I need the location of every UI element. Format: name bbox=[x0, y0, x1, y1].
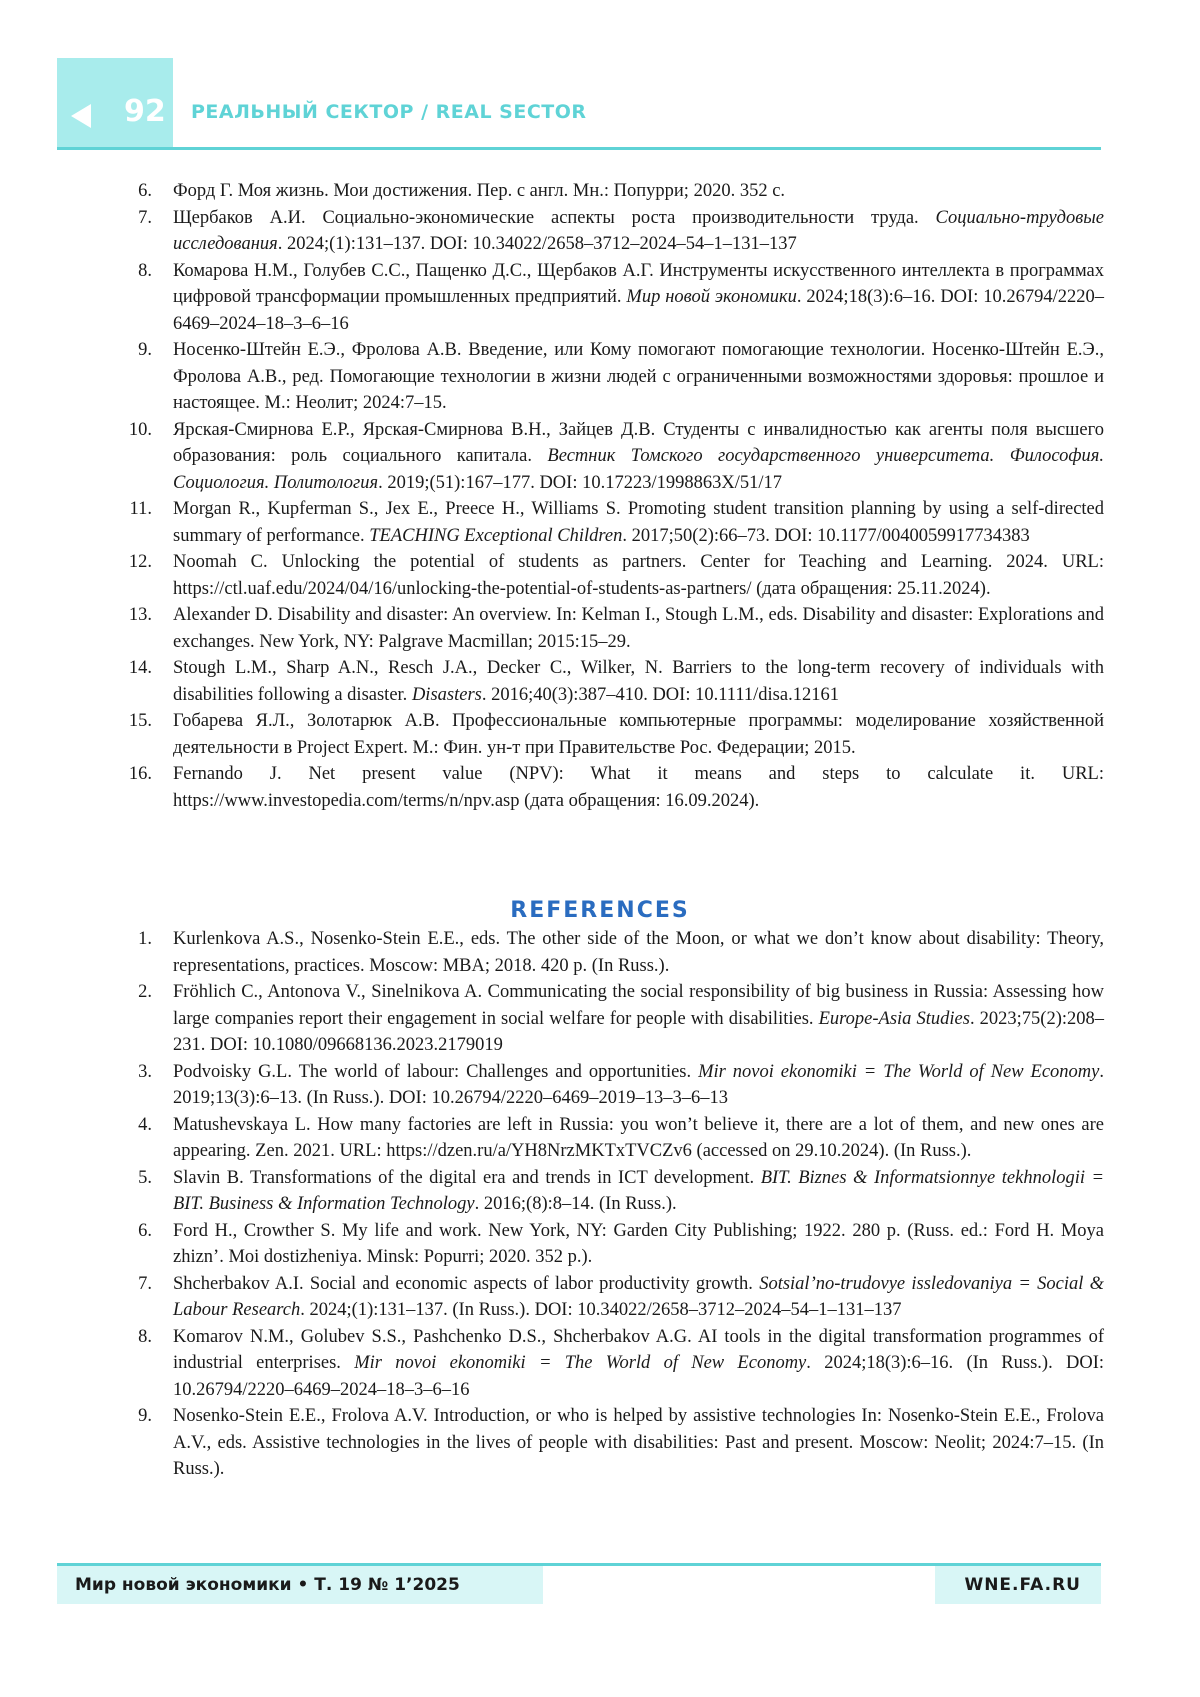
reference-number: 5. bbox=[138, 1167, 152, 1188]
reference-text: Nosenko-Stein E.E., Frolova A.V. Introduction, or who is helped by assistive technologies In: Nosenko-Stein E.E., Frolova A.V., eds. Assistive technologies in the lives of people with disabilities: Past and present. Moscow: Neolit; 2024:7–15. (In Russ.). bbox=[173, 1406, 1104, 1479]
reference-text: Podvoisky G.L. The world of labour: Challenges and opportunities. bbox=[173, 1061, 699, 1082]
reference-text: Fröhlich C., Antonova V., Sinelnikova A. Communicating the social responsibility of big business in Russia: Assessing how large companies report their engagement in social welfare for people with disabilities. bbox=[173, 982, 1104, 1029]
reference-number: 8. bbox=[138, 260, 152, 281]
reference-number: 3. bbox=[138, 1061, 152, 1082]
reference-source-title: Mir novoi ekonomiki = The World of New Economy bbox=[698, 1061, 1100, 1082]
reference-number: 12. bbox=[128, 552, 152, 572]
reference-text: Гобарева Я.Л., Золотарюк А.В. Профессиональные компьютерные программы: моделирование хозяйственной деятельности в Project Expert. М.: Фин. ун-т при Правительстве Рос. Федерации; 2015. bbox=[173, 711, 1104, 758]
reference-source-title: Europe-Asia Studies bbox=[818, 1008, 970, 1029]
reference-item bbox=[0, 1165, 1200, 1218]
reference-text: . 2019;(51):167–177. DOI: 10.17223/1998863X/51/17 bbox=[378, 472, 782, 493]
footer-site-link[interactable]: WNE.FA.RU bbox=[964, 1575, 1081, 1595]
reference-text: Kurlenkova A.S., Nosenko-Stein E.E., eds. The other side of the Moon, or what we don’t know about disability: Theory, representations, practices. Moscow: MBA; 2018. 420 p. (In Russ.). bbox=[173, 929, 1104, 976]
footer-journal: Мир новой экономики • Т. 19 № 1’2025 bbox=[75, 1575, 460, 1595]
reference-number: 6. bbox=[138, 181, 152, 201]
reference-text: . 2016;(8):8–14. (In Russ.). bbox=[474, 1194, 677, 1214]
reference-number: 14. bbox=[128, 658, 152, 678]
reference-source-title: Mir novoi ekonomiki = The World of New Economy bbox=[354, 1353, 807, 1373]
reference-item bbox=[0, 258, 1200, 338]
footer-site-box bbox=[935, 1566, 1101, 1604]
reference-text: . 2023;75(2):208–231. DOI: 10.1080/09668136.2023.2179019 bbox=[173, 1008, 1104, 1055]
reference-source-title: Sotsial’no-trudovye issledovaniya = Social & Labour Research bbox=[173, 1273, 1105, 1320]
reference-text: Fernando J. Net present value (NPV): What it means and steps to calculate it. URL: https://www.investopedia.com/terms/n/npv.asp (дата обращения: 16.09.2024). bbox=[173, 764, 1104, 811]
reference-item bbox=[0, 205, 1200, 258]
reference-item bbox=[0, 602, 1200, 655]
reference-number: 6. bbox=[138, 1220, 152, 1241]
reference-text: Щербаков А.И. Социально-экономические аспекты роста производительности труда. bbox=[173, 207, 936, 228]
reference-item bbox=[0, 496, 1200, 549]
reference-item bbox=[0, 1218, 1200, 1271]
reference-source-title: Вестник Томского государственного университета. Философия. Социология. Политология bbox=[173, 446, 1105, 493]
reference-number: 13. bbox=[128, 605, 152, 625]
literature-list bbox=[0, 178, 1200, 814]
reference-number: 16. bbox=[128, 764, 152, 784]
reference-text: Slavin B. Transformations of the digital era and trends in ICT development. bbox=[173, 1167, 761, 1188]
reference-text: Matushevskaya L. How many factories are left in Russia: you won’t believe it, there are a lot of them, and new ones are appearing. Zen. 2021. URL: https://dzen.ru/a/YH8NrzMKTxTVCZv6 (accessed on 29.10.2024). (In Russ.). bbox=[173, 1114, 1104, 1161]
reference-number: 1. bbox=[138, 929, 152, 949]
reference-source-title: TEACHING Exceptional Children bbox=[369, 525, 623, 546]
reference-source-title: Мир новой экономики bbox=[626, 287, 797, 307]
reference-text: Morgan R., Kupferman S., Jex E., Preece H., Williams S. Promoting student transition planning by using a self-directed summary of performance. bbox=[173, 499, 1104, 546]
reference-number: 2. bbox=[138, 982, 152, 1002]
reference-item bbox=[0, 761, 1200, 814]
reference-text: . 2024;(1):131–137. DOI: 10.34022/2658–3712–2024–54–1–131–137 bbox=[277, 234, 797, 254]
reference-number: 10. bbox=[128, 419, 152, 440]
reference-text: Ярская-Смирнова Е.Р., Ярская-Смирнова В.Н., Зайцев Д.В. Студенты с инвалидностью как агенты поля высшего образования: роль социального капитала. bbox=[173, 419, 1104, 466]
reference-text: . 2017;50(2):66–73. DOI: 10.1177/0040059917734383 bbox=[622, 525, 1030, 546]
reference-text: Форд Г. Моя жизнь. Мои достижения. Пер. с англ. Мн.: Попурри; 2020. 352 с. bbox=[173, 181, 786, 201]
reference-item bbox=[0, 926, 1200, 979]
reference-number: 9. bbox=[138, 340, 152, 360]
reference-source-title: Социально-трудовые исследования bbox=[173, 207, 1104, 254]
reference-text: . 2019;13(3):6–13. (In Russ.). DOI: 10.26794/2220–6469–2019–13–3–6–13 bbox=[173, 1061, 1104, 1108]
reference-item bbox=[0, 1112, 1200, 1165]
reference-item bbox=[0, 417, 1200, 497]
reference-text: Komarov N.M., Golubev S.S., Pashchenko D.S., Shcherbakov A.G. AI tools in the digital transformation programmes of industrial enterprises. bbox=[173, 1326, 1104, 1373]
footer-journal-box bbox=[57, 1566, 543, 1604]
reference-item bbox=[0, 1324, 1200, 1404]
reference-item bbox=[0, 549, 1200, 602]
references-list bbox=[0, 926, 1200, 1483]
reference-item bbox=[0, 979, 1200, 1059]
reference-number: 11. bbox=[129, 499, 152, 519]
triangle-left-icon[interactable] bbox=[71, 104, 91, 128]
reference-item bbox=[0, 708, 1200, 761]
reference-number: 7. bbox=[138, 1273, 152, 1294]
reference-source-title: Disasters bbox=[411, 684, 482, 705]
reference-number: 15. bbox=[128, 711, 152, 731]
reference-text: . 2024;18(3):6–16. DOI: 10.26794/2220–6469–2024–18–3–6–16 bbox=[173, 287, 1105, 334]
reference-text: . 2016;40(3):387–410. DOI: 10.1111/disa.12161 bbox=[481, 684, 839, 705]
reference-source-title: BIT. Biznes & Informatsionnye tekhnologii = BIT. Business & Information Technology bbox=[173, 1167, 1104, 1214]
reference-text: Носенко-Штейн Е.Э., Фролова А.В. Введение, или Кому помогают помогающие технологии. Носенко-Штейн Е.Э., Фролова А.В., ред. Помогающие технологии в жизни людей с ограниченными возможностями здоровья: прошлое и настоящее. М.: Неолит; 2024:7–15. bbox=[173, 340, 1104, 413]
reference-number: 8. bbox=[138, 1326, 152, 1347]
header-divider bbox=[57, 147, 1101, 150]
reference-text: . 2024;18(3):6–16. (In Russ.). DOI: 10.26794/2220–6469–2024–18–3–6–16 bbox=[173, 1353, 1105, 1400]
reference-text: Shcherbakov A.I. Social and economic aspects of labor productivity growth. bbox=[173, 1273, 760, 1294]
reference-number: 4. bbox=[138, 1114, 152, 1135]
reference-number: 7. bbox=[138, 207, 152, 228]
reference-text: . 2024;(1):131–137. (In Russ.). DOI: 10.34022/2658–3712–2024–54–1–131–137 bbox=[300, 1300, 902, 1320]
reference-item bbox=[0, 655, 1200, 708]
section-title: РЕАЛЬНЫЙ СЕКТОР / REAL SECTOR bbox=[191, 101, 587, 123]
reference-text: Stough L.M., Sharp A.N., Resch J.A., Decker C., Wilker, N. Barriers to the long-term recovery of individuals with disabilities following a disaster. bbox=[173, 658, 1104, 705]
reference-item bbox=[0, 1271, 1200, 1324]
references-heading: REFERENCES bbox=[510, 898, 690, 923]
reference-number: 9. bbox=[138, 1406, 152, 1426]
reference-text: Ford H., Crowther S. My life and work. New York, NY: Garden City Publishing; 1922. 280 p. (Russ. ed.: Ford H. Moya zhizn’. Moi dostizheniya. Minsk: Popurri; 2020. 352 p.). bbox=[173, 1220, 1104, 1267]
page-number: 92 bbox=[124, 94, 166, 129]
reference-text: Alexander D. Disability and disaster: An overview. In: Kelman I., Stough L.M., eds. Disability and disaster: Explorations and exchanges. New York, NY: Palgrave Macmillan; 2015:15–29. bbox=[173, 605, 1104, 652]
reference-item bbox=[0, 1059, 1200, 1112]
reference-item bbox=[0, 1403, 1200, 1483]
reference-text: Комарова Н.М., Голубев С.С., Пащенко Д.С., Щербаков А.Г. Инструменты искусственного интеллекта в программах цифровой трансформации промышленных предприятий. bbox=[173, 260, 1104, 307]
reference-item bbox=[0, 178, 1200, 205]
reference-text: Noomah C. Unlocking the potential of students as partners. Center for Teaching and Learning. 2024. URL: https://ctl.uaf.edu/2024/04/16/unlocking-the-potential-of-students-as-partners/ (дата обращения: 25.11.2024). bbox=[173, 552, 1104, 599]
reference-item bbox=[0, 337, 1200, 417]
